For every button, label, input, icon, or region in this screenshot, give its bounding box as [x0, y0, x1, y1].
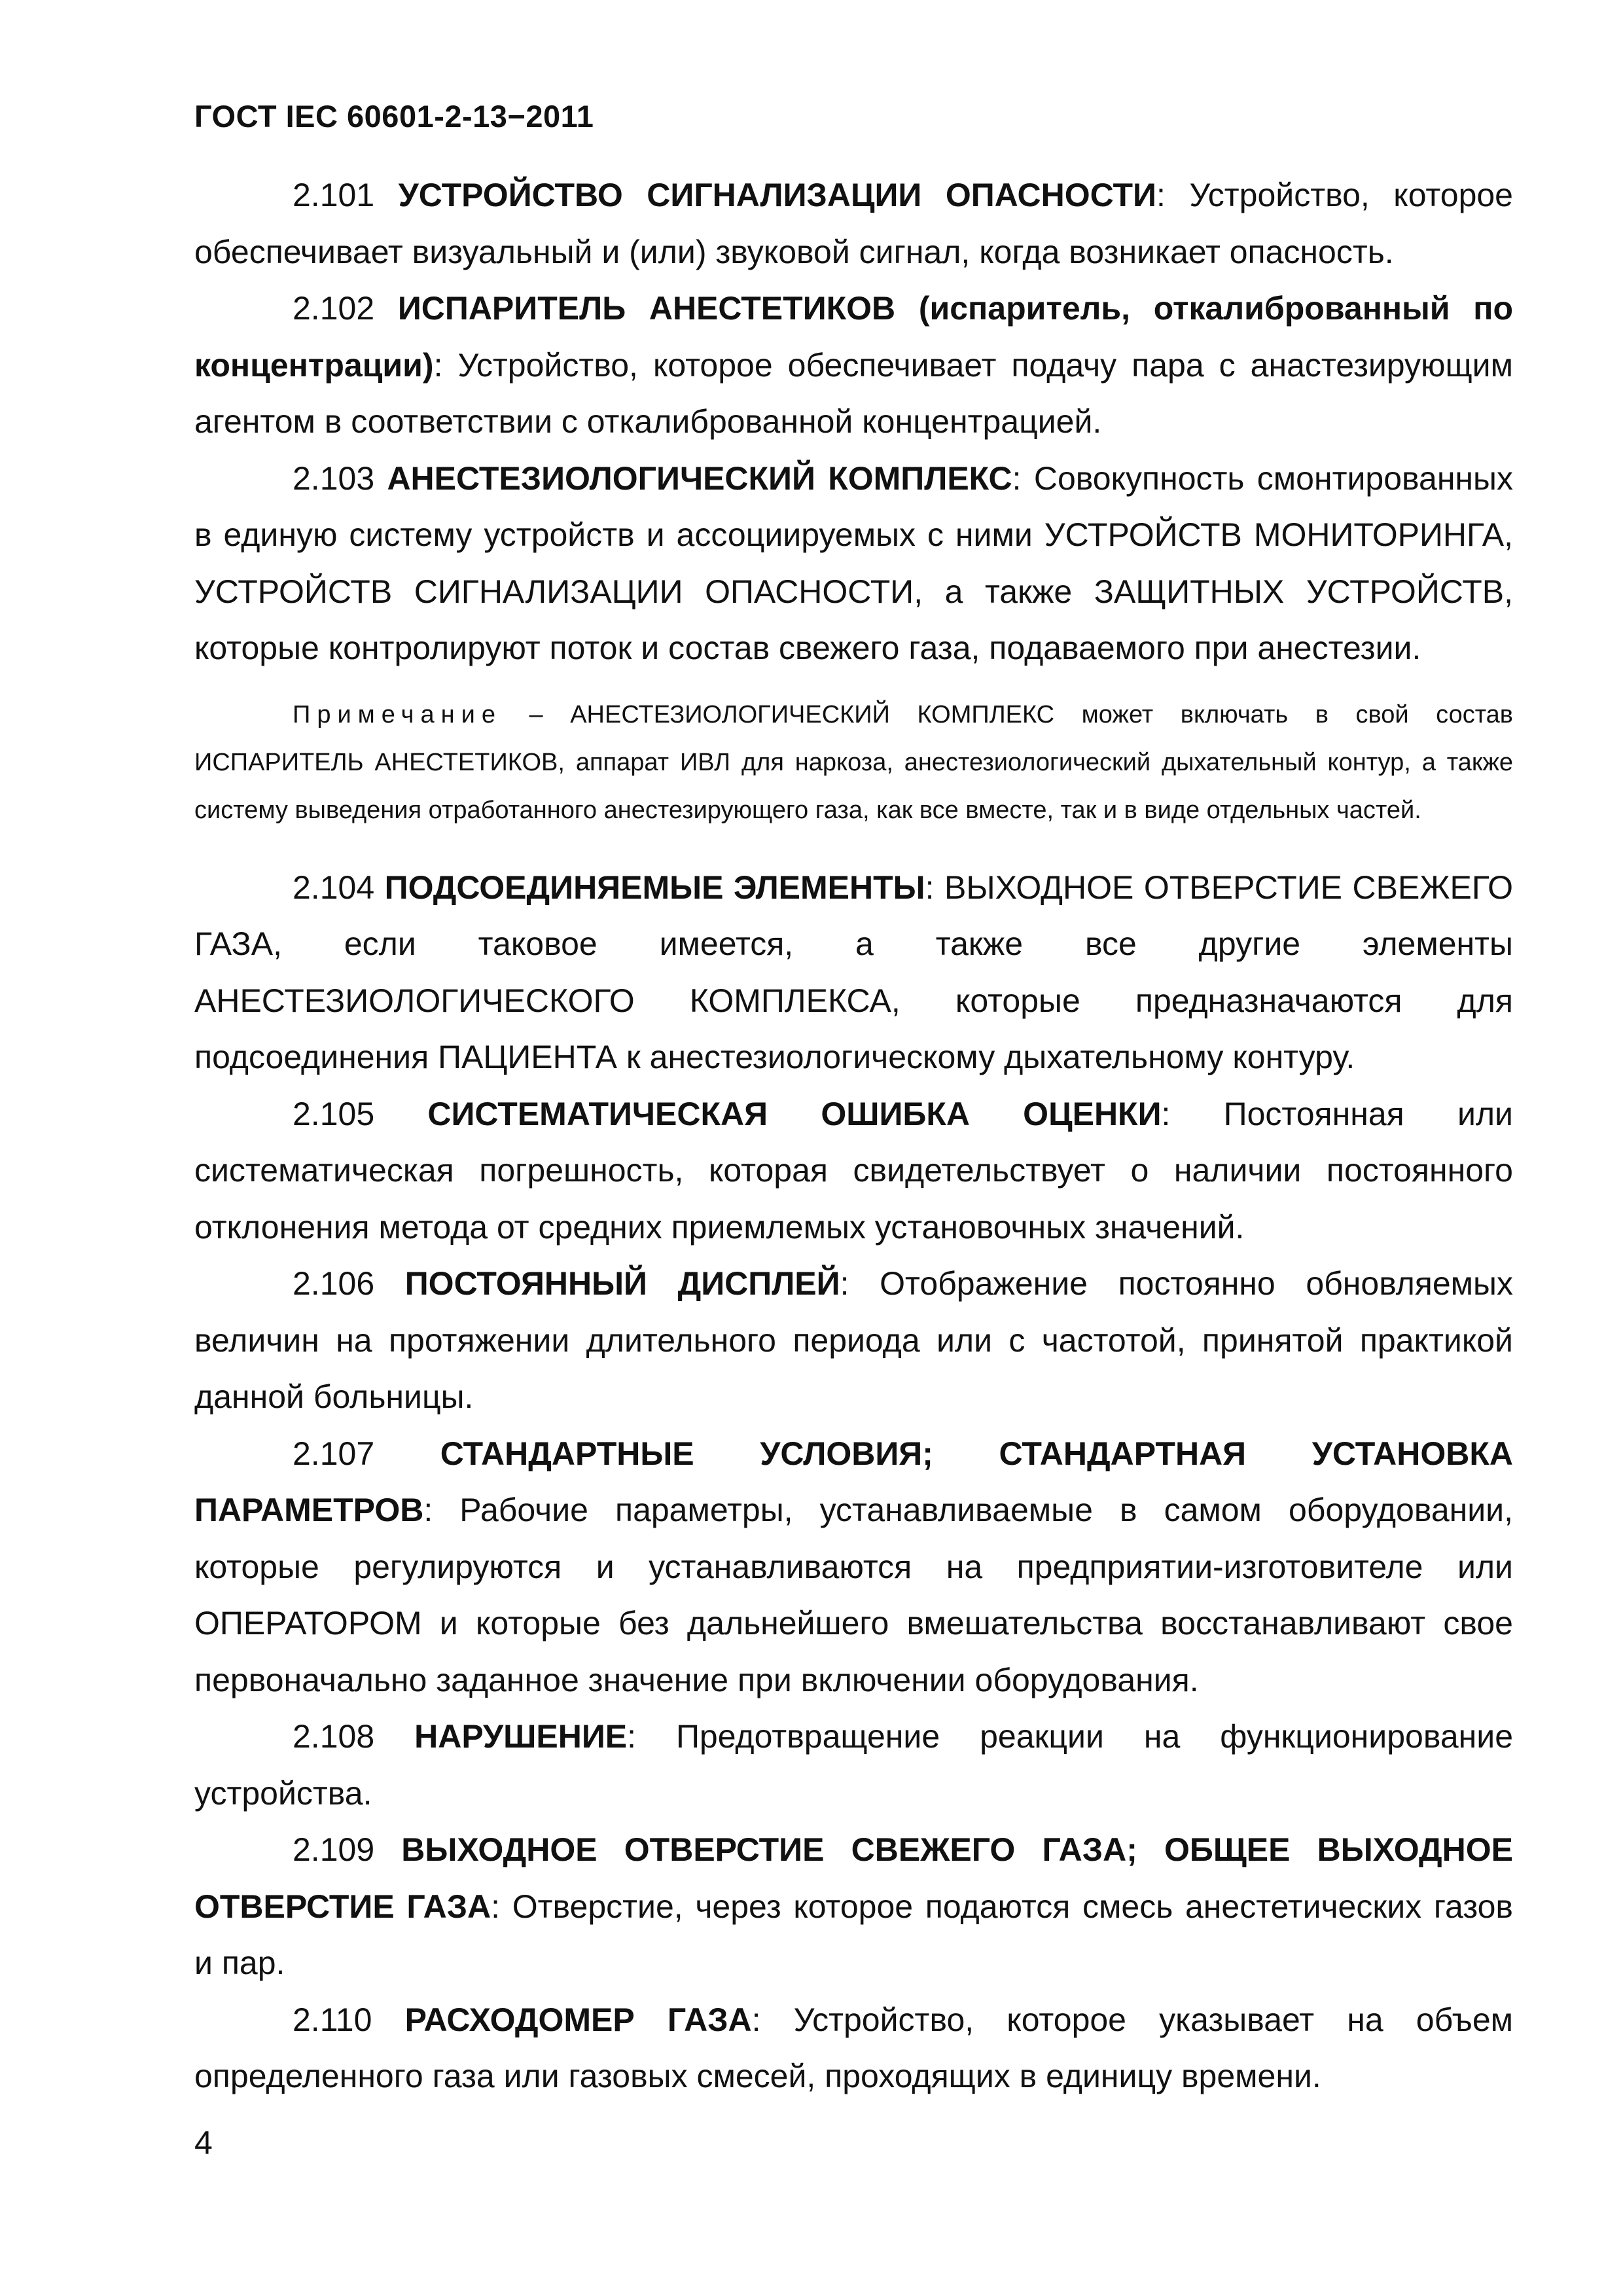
term-definition: : Устройство, которое указывает на объем определенного газа или газовых смесей, проходящих в единицу времени. [194, 2001, 1513, 2094]
term-title: СИСТЕМАТИЧЕСКАЯ ОШИБКА ОЦЕНКИ [427, 1095, 1162, 1132]
term-number: 2.108 [293, 1718, 375, 1755]
term-entry-2-109 [194, 1821, 1513, 1992]
term-entry-2-103 [194, 450, 1513, 677]
term-entry-2-108 [194, 1708, 1513, 1821]
term-title: АНЕСТЕЗИОЛОГИЧЕСКИЙ КОМПЛЕКС [387, 459, 1012, 497]
term-title: СТАНДАРТНЫЕ УСЛОВИЯ; СТАНДАРТНАЯ УСТАНОВКА ПАРАМЕТРОВ [194, 1435, 1513, 1528]
note-text: – АНЕСТЕЗИОЛОГИЧЕСКИЙ КОМПЛЕКС может включать в свой состав ИСПАРИТЕЛЬ АНЕСТЕТИКОВ, аппарат ИВЛ для наркоза, анестезиологический дыхательный контур, а также систему выведения отработанного анестезирующего газа, как все вместе, так и в виде отдельных частей. [194, 700, 1513, 824]
term-number: 2.109 [293, 1831, 375, 1868]
page-number: 4 [194, 2125, 213, 2161]
term-title: УСТРОЙСТВО СИГНАЛИЗАЦИИ ОПАСНОСТИ [398, 177, 1156, 213]
term-title: РАСХОДОМЕР ГАЗА [404, 2001, 752, 2038]
term-title: НАРУШЕНИЕ [414, 1718, 628, 1755]
term-number: 2.110 [293, 2001, 372, 2038]
term-number: 2.102 [293, 290, 375, 327]
term-entry-2-107 [194, 1426, 1513, 1709]
term-definition: : Отображение постоянно обновляемых величин на протяжении длительного периода или с частотой, принятой практикой данной больницы. [194, 1265, 1513, 1415]
term-definition: : Отверстие, через которое подаются смесь анестетических газов и пар. [194, 1888, 1513, 1981]
term-title: ПОДСОЕДИНЯЕМЫЕ ЭЛЕМЕНТЫ [384, 869, 925, 906]
term-number: 2.101 [293, 177, 375, 213]
term-definition: : ВЫХОДНОЕ ОТВЕРСТИЕ СВЕЖЕГО ГАЗА, если таковое имеется, а также все другие элементы АНЕСТЕЗИОЛОГИЧЕСКОГО КОМПЛЕКСА, которые предназначаются для подсоединения ПАЦИЕНТА к анестезиологическому дыхательному контуру. [194, 869, 1513, 1075]
term-definition: : Совокупность смонтированных в единую систему устройств и ассоциируемых с ними УСТРОЙСТВ МОНИТОРИНГА, УСТРОЙСТВ СИГНАЛИЗАЦИИ ОПАСНОСТИ, а также ЗАЩИТНЫХ УСТРОЙСТВ, которые контролируют поток и состав свежего газа, подаваемого при анестезии. [194, 459, 1513, 666]
term-entry-2-104 [194, 859, 1513, 1086]
term-entry-2-110 [194, 1992, 1513, 2105]
note-paragraph [194, 691, 1513, 834]
note-label: Примечание [293, 700, 502, 728]
term-number: 2.107 [293, 1435, 375, 1472]
term-title: ВЫХОДНОЕ ОТВЕРСТИЕ СВЕЖЕГО ГАЗА; ОБЩЕЕ ВЫХОДНОЕ ОТВЕРСТИЕ ГАЗА [194, 1831, 1513, 1925]
term-definition: : Устройство, которое обеспечивает визуальный и (или) звуковой сигнал, когда возникает опасность. [194, 177, 1513, 270]
term-number: 2.105 [293, 1095, 375, 1132]
document-header: ГОСТ IEC 60601-2-13−2011 [194, 99, 594, 134]
term-entry-2-102 [194, 280, 1513, 450]
term-number: 2.103 [293, 459, 375, 497]
term-entry-2-105 [194, 1086, 1513, 1256]
term-entry-2-101 [194, 167, 1513, 280]
document-body [194, 167, 1513, 2105]
term-number: 2.104 [293, 869, 375, 906]
term-definition: : Устройство, которое обеспечивает подачу пара с анастезирующим агентом в соответствии с откалиброванной концентрацией. [194, 346, 1513, 440]
term-definition: : Постоянная или систематическая погрешность, которая свидетельствует о наличии постоянного отклонения метода от средних приемлемых установочных значений. [194, 1095, 1513, 1246]
term-title: ПОСТОЯННЫЙ ДИСПЛЕЙ [404, 1265, 840, 1302]
term-definition: : Рабочие параметры, устанавливаемые в самом оборудовании, которые регулируются и устанавливаются на предприятии-изготовителе или ОПЕРАТОРОМ и которые без дальнейшего вмешательства восстанавливают свое первоначально заданное значение при включении оборудования. [194, 1492, 1513, 1698]
term-title: ИСПАРИТЕЛЬ АНЕСТЕТИКОВ (испаритель, откалиброванный по концентрации) [194, 290, 1513, 384]
term-number: 2.106 [293, 1265, 375, 1302]
term-definition: : Предотвращение реакции на функционирование устройства. [194, 1718, 1513, 1812]
term-entry-2-106 [194, 1255, 1513, 1426]
